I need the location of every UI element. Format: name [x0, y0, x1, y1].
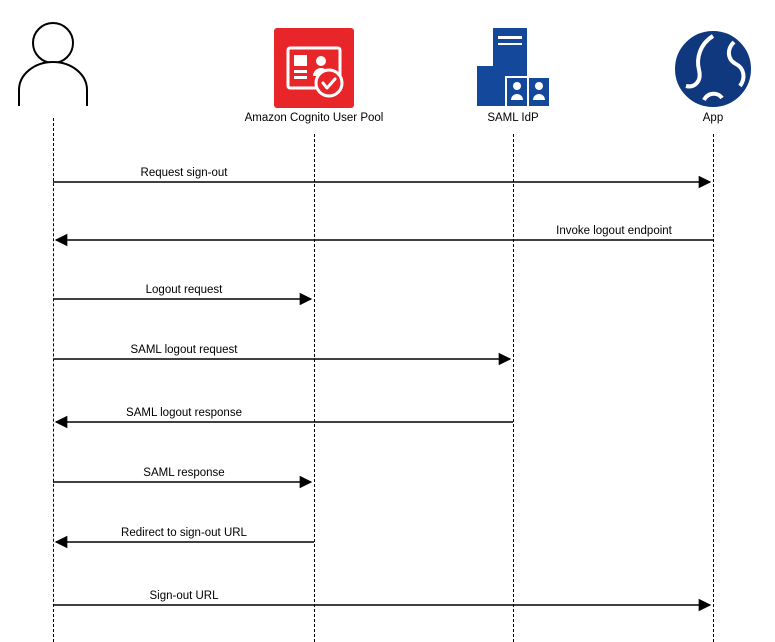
- amazon-cognito-user-pool-icon: [244, 18, 384, 108]
- actor-app: [643, 18, 775, 125]
- user-avatar-icon: [0, 18, 123, 108]
- message-label-redirect-to-sign-out-url: Redirect to sign-out URL: [121, 527, 247, 539]
- message-label-saml-logout-request: SAML logout request: [130, 344, 238, 356]
- lifeline-cognito: [314, 134, 315, 642]
- actor-saml-idp: [443, 18, 583, 125]
- message-label-request-sign-out: Request sign-out: [140, 167, 228, 179]
- app-globe-icon: [643, 18, 775, 108]
- lifeline-user: [53, 118, 54, 642]
- actor-user: [0, 18, 123, 112]
- message-label-sign-out-url: Sign-out URL: [149, 590, 219, 602]
- message-label-invoke-logout-endpoint: Invoke logout endpoint: [556, 225, 672, 237]
- message-label-saml-response: SAML response: [143, 467, 225, 479]
- saml-idp-icon: [443, 18, 583, 108]
- actor-cognito: [244, 18, 384, 125]
- lifeline-saml: [513, 134, 514, 642]
- message-label-saml-logout-response: SAML logout response: [126, 407, 242, 419]
- actor-cognito-label: Amazon Cognito User Pool: [244, 112, 384, 124]
- message-label-logout-request: Logout request: [145, 284, 223, 296]
- actor-saml-idp-label: SAML IdP: [487, 112, 539, 124]
- actor-app-label: App: [702, 112, 724, 124]
- lifeline-app: [713, 134, 714, 642]
